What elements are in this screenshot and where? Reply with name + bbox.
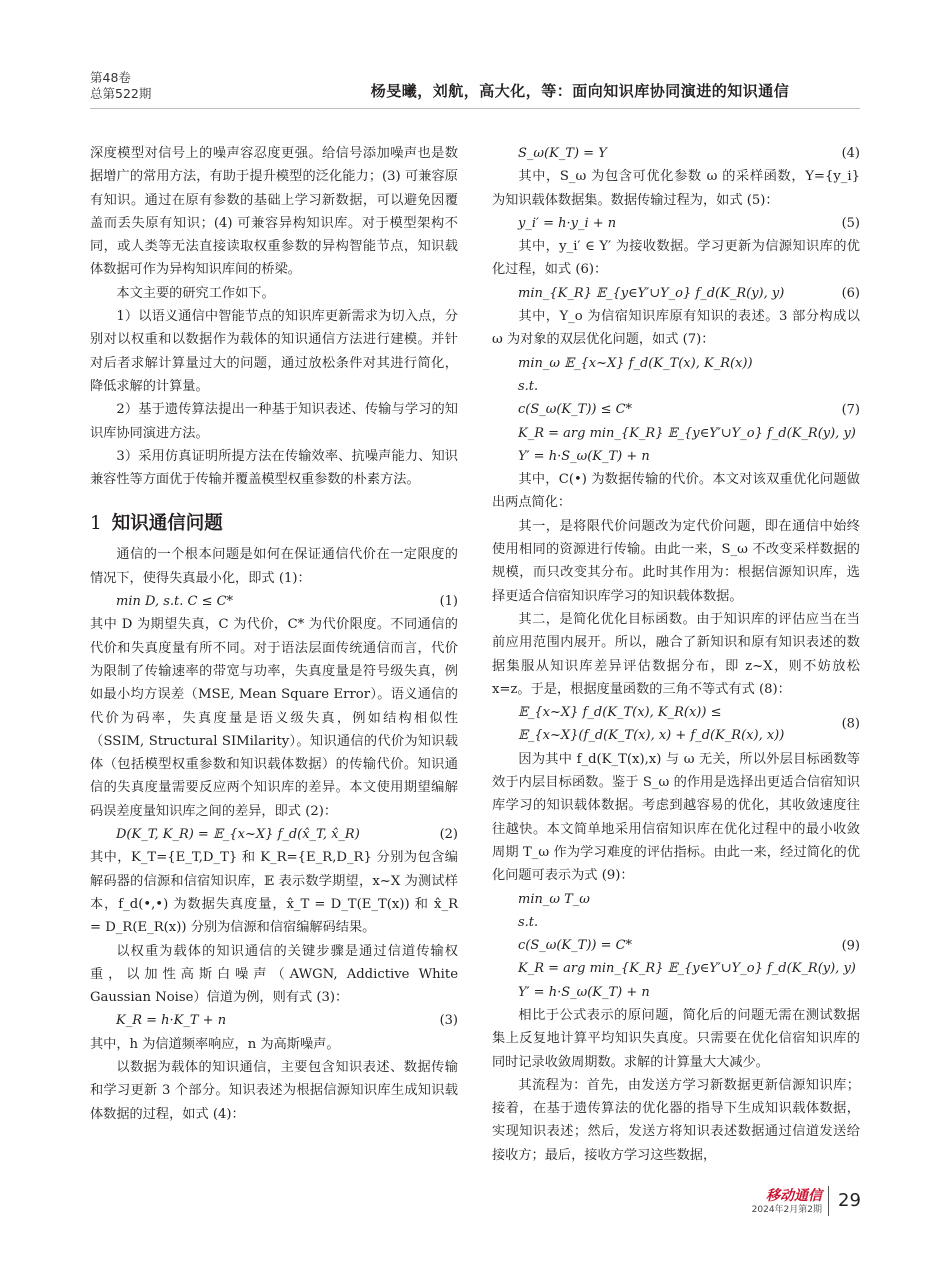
equation-line: min_ω 𝔼_{x~X} f_d(K_T(x), K_R(x)) — [518, 355, 753, 371]
running-title: 杨旻曦，刘航，高大化，等：面向知识库协同演进的知识通信 — [370, 82, 790, 100]
equation-number: (2) — [439, 827, 458, 843]
header-rule — [90, 108, 860, 109]
equation-line: min_ω T_ω — [518, 891, 590, 907]
paragraph: 相比于公式表示的原问题，简化后的问题无需在测试数据集上反复地计算平均知识失真度。只需要在优化信宿知识库的同时记录收敛周期数。求解的计算量大大减少。 — [492, 1007, 860, 1070]
paragraph: 本文主要的研究工作如下。 — [116, 285, 275, 301]
volume-number: 第48卷 — [90, 70, 131, 85]
equation-number: (9) — [841, 938, 860, 954]
equation-2 — [90, 823, 458, 846]
right-column — [492, 142, 860, 1167]
equation-line: c(S_ω(K_T)) = C* — [518, 938, 633, 954]
equation-number: (7) — [841, 402, 860, 418]
equation-line: c(S_ω(K_T)) ≤ C* — [518, 402, 633, 418]
left-column — [90, 142, 458, 1126]
equation-5 — [492, 212, 860, 235]
equation-line: 𝔼_{x~X} f_d(K_T(x), K_R(x)) ≤ — [518, 705, 722, 721]
issue-total: 总第522期 — [90, 86, 152, 101]
equation-number: (4) — [841, 146, 860, 161]
equation-9 — [492, 888, 860, 1004]
section-heading — [90, 511, 458, 537]
equation-6 — [492, 282, 860, 305]
paragraph: 以数据为载体的知识通信，主要包含知识表述、数据传输和学习更新 3 个部分。知识表述为根据信源知识库生成知识载体数据的过程，如式 (4)： — [90, 1059, 458, 1122]
paragraph: 通信的一个根本问题是如何在保证通信代价在一定限度的情况下，使得失真最小化，即式 (1)： — [90, 547, 458, 586]
equation-7 — [492, 352, 860, 468]
equation-number: (3) — [439, 1013, 458, 1029]
equation-4 — [492, 142, 860, 165]
journal-brand: 移动通信 — [766, 1188, 822, 1204]
footer-divider — [828, 1186, 829, 1216]
paragraph: 其中，S_ω 为包含可优化参数 ω 的采样函数，Y={y_i} 为知识载体数据集。数据传输过程为，如式 (5)： — [492, 169, 860, 208]
equation-3 — [90, 1009, 458, 1032]
paragraph: 1）以语义通信中智能节点的知识库更新需求为切入点，分别对以权重和以数据作为载体的知识通信方法进行建模。并针对后者求解计算量过大的问题，通过放松条件对其进行简化，降低求解的计算量。 — [90, 309, 458, 394]
paragraph: 以权重为载体的知识通信的关键步骤是通过信道传输权重，以加性高斯白噪声（AWGN, Addictive White Gaussian Noise）信道为例，则有式 (3)： — [90, 943, 458, 1006]
equation-8 — [492, 701, 860, 748]
paragraph: 其中，C(•) 为数据传输的代价。本文对该双重优化问题做出两点简化： — [492, 472, 860, 511]
paragraph: 3）采用仿真证明所提方法在传输效率、抗噪声能力、知识兼容性等方面优于传输并覆盖模型权重参数的朴素方法。 — [90, 448, 458, 488]
equation-line: Y′ = h·S_ω(K_T) + n — [518, 448, 650, 464]
equation-number: (5) — [841, 215, 860, 231]
equation-line: s.t. — [518, 378, 539, 394]
equation-body: S_ω(K_T) = Y — [518, 146, 607, 161]
equation-body: K_R = h·K_T + n — [116, 1013, 227, 1029]
equation-number: (8) — [841, 716, 860, 732]
paragraph: 其中，Y_o 为信宿知识库原有知识的表述。3 部分构成以 ω 为对象的双层优化问题，如式 (7)： — [492, 309, 860, 348]
paragraph: 其二，是简化优化目标函数。由于知识库的评估应当在当前应用范围内展开。所以，融合了新知识和原有知识表述的数据集服从知识库差异评估数据分布，即 z~X，则不妨放松 x=z。于是，根据度量函数的三角不等式有式 (8)： — [492, 611, 860, 697]
equation-body: min_{K_R} 𝔼_{y∈Y′∪Y_o} f_d(K_R(y), y) — [518, 285, 785, 301]
section-title: 知识通信问题 — [111, 513, 223, 535]
issue-date: 2024年2月第2期 — [751, 1205, 822, 1215]
paragraph: 深度模型对信号上的噪声容忍度更强。给信号添加噪声也是数据增广的常用方法，有助于提升模型的泛化能力；(3) 可兼容原有知识。通过在原有参数的基础上学习新数据，可以避免因覆盖而丢失原有知识；(4) 可兼容异构知识库。对于模型架构不同，或人类等无法直接读取权重参数的异构智能节点，知识载体数据可作为异构知识库间的桥梁。 — [90, 146, 458, 278]
paragraph: 其中 D 为期望失真，C 为代价，C* 为代价限度。不同通信的代价和失真度量有所不同。对于语法层面传统通信而言，代价为限制了传输速率的带宽与功率，失真度量是符号级失真，例如最小均方误差（MSE, Mean Square Error）。语义通信的代价为码率，失真度量是语义级失真，例如结构相似性（SSIM, Structural SIMilarity）。知识通信的代价为知识载体（包括模型权重参数和知识载体数据）的传输代价。知识通信的失真度量需要反应两个知识库的差异。本文使用期望编解码误差度量知识库之间的差异，即式 (2)： — [90, 617, 458, 819]
page-header — [90, 70, 860, 110]
paragraph: 2）基于遗传算法提出一种基于知识表述、传输与学习的知识库协同演进方法。 — [90, 402, 458, 441]
paragraph: 其一，是将限代价问题改为定代价问题，即在通信中始终使用相同的资源进行传输。由此一来，S_ω 不改变采样数据的规模，而只改变其分布。此时其作用为：根据信源知识库，选择更适合信宿知识库学习的知识载体数据。 — [492, 518, 860, 604]
paragraph: 因为其中 f_d(K_T(x),x) 与 ω 无关，所以外层目标函数等效于内层目标函数。鉴于 S_ω 的作用是选择出更适合信宿知识库学习的知识载体数据。考虑到越容易的优化，其收敛速度往往越快。本文简单地采用信宿知识库在优化过程中的最小收敛周期 T_ω 作为学习难度的评估指标。由此一来，经过简化的优化问题可表示为式 (9)： — [492, 751, 860, 884]
paragraph: 其流程为：首先，由发送方学习新数据更新信源知识库；接着，在基于遗传算法的优化器的指导下生成知识载体数据，实现知识表述；然后，发送方将知识表述数据通过信道发送给接收方；最后，接收方学习这些数据， — [492, 1077, 860, 1163]
equation-body: min D, s.t. C ≤ C* — [116, 594, 234, 610]
equation-number: (6) — [841, 285, 860, 301]
equation-line: s.t. — [518, 914, 539, 930]
equation-body: y_i′ = h·y_i + n — [518, 215, 617, 231]
section-number: 1 — [90, 513, 102, 535]
equation-line: 𝔼_{x~X}(f_d(K_T(x), x) + f_d(K_R(x), x)) — [518, 728, 785, 744]
journal-logo — [747, 1188, 822, 1216]
equation-line: K_R = arg min_{K_R} 𝔼_{y∈Y′∪Y_o} f_d(K_R(y), y) — [518, 961, 856, 977]
paragraph: 其中，K_T={E_T,D_T} 和 K_R={E_R,D_R} 分别为包含编解码器的信源和信宿知识库，𝔼 表示数学期望，x~X 为测试样本，f_d(•,•) 为数据失真度量，x̂_T = D_T(E_T(x)) 和 x̂_R = D_R(E_R(x)) 分别为信源和信宿编解码结果。 — [90, 850, 458, 936]
equation-body: D(K_T, K_R) = 𝔼_{x~X} f_d(x̂_T, x̂_R) — [116, 827, 360, 843]
volume-info — [90, 70, 151, 102]
equation-number: (1) — [439, 594, 458, 610]
equation-1 — [90, 590, 458, 613]
paragraph: 其中，y_i′ ∈ Y′ 为接收数据。学习更新为信源知识库的优化过程，如式 (6)： — [492, 239, 860, 278]
paragraph: 其中，h 为信道频率响应，n 为高斯噪声。 — [90, 1036, 340, 1052]
equation-line: K_R = arg min_{K_R} 𝔼_{y∈Y′∪Y_o} f_d(K_R(y), y) — [518, 425, 856, 441]
page-number: 29 — [838, 1190, 861, 1211]
equation-line: Y′ = h·S_ω(K_T) + n — [518, 984, 650, 1000]
